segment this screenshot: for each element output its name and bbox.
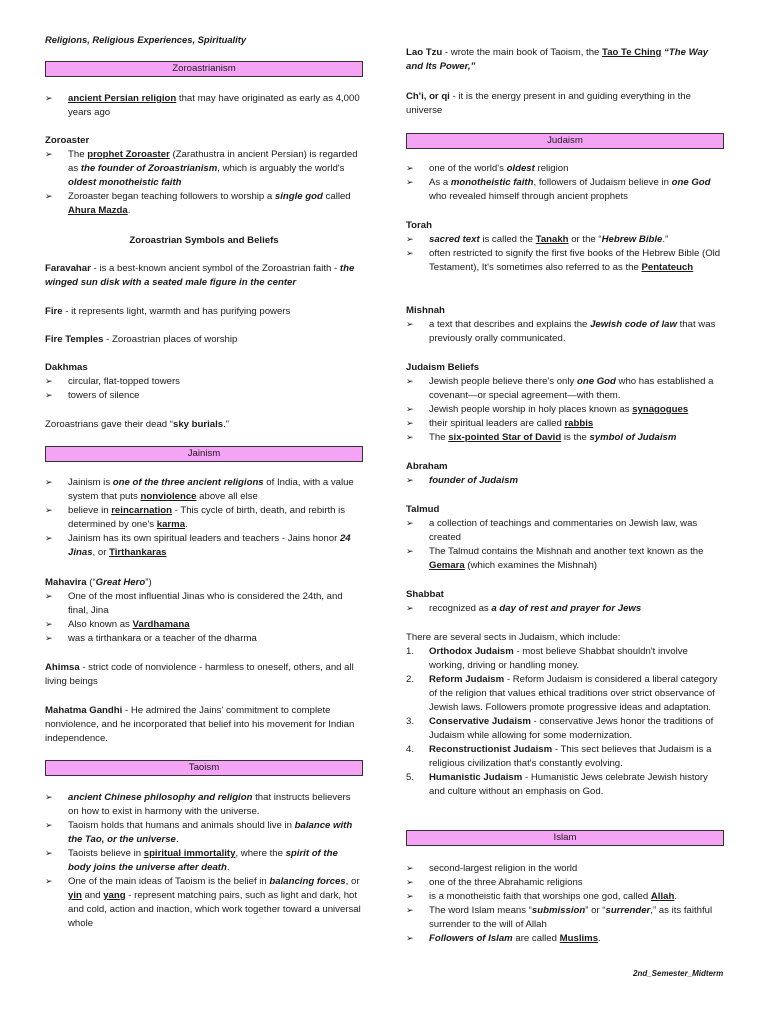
- list-item: ➢ sacred text is called the Tanakh or the “Hebrew Bible.”: [406, 233, 724, 247]
- judaism-sects-block: [406, 631, 724, 799]
- list-item: ➢ one of the world's oldest religion: [406, 162, 724, 176]
- zoroaster-block: [45, 134, 363, 218]
- subheading-dakhmas: Dakhmas: [45, 362, 88, 373]
- document-title: Religions, Religious Experiences, Spirituality: [45, 34, 247, 45]
- subheading-zoroaster: Zoroaster: [45, 135, 90, 146]
- section-header-jainism: Jainism: [45, 446, 363, 462]
- mahavira-block: [45, 576, 363, 646]
- dakhmas-block: [45, 361, 363, 403]
- list-item: ➢ Taoists believe in spiritual immortality, where the spirit of the body joins the universe after death.: [45, 847, 363, 875]
- taoism-list: [45, 791, 363, 931]
- section-header-taoism: Taoism: [45, 760, 363, 776]
- chi-paragraph: Ch'i, or qi - it is the energy present in and guiding everything in the universe: [406, 91, 691, 116]
- list-item: ➢ circular, flat-topped towers: [45, 375, 363, 389]
- list-item: ➢ The Talmud contains the Mishnah and another text known as the Gemara (which examines the Mishnah): [406, 545, 724, 573]
- ahimsa-paragraph: Ahimsa - strict code of nonviolence - harmless to oneself, others, and all living beings: [45, 662, 354, 687]
- list-item: ➢ believe in reincarnation - This cycle of birth, death, and rebirth is determined by one's karma.: [45, 504, 363, 532]
- lao-tzu-paragraph: Lao Tzu - wrote the main book of Taoism, the Tao Te Ching “The Way and Its Power,”: [406, 47, 709, 72]
- list-item: ➢ second-largest religion in the world: [406, 862, 724, 876]
- list-item: ➢ Jewish people worship in holy places known as synagogues: [406, 403, 724, 417]
- list-item: ➢ One of the most influential Jinas who is considered the 24th, and final, Jina: [45, 590, 363, 618]
- subheading-shabbat: Shabbat: [406, 589, 444, 600]
- page-footer: 2nd_Semester_Midterm: [633, 969, 724, 978]
- subheading-mahavira: Mahavira (“Great Hero”): [45, 577, 152, 588]
- list-item: ➢ Jainism has its own spiritual leaders and teachers - Jains honor 24 Jinas, or Tirthankaras: [45, 532, 363, 560]
- list-item: 1. Orthodox Judaism - most believe Shabbat shouldn't involve working, driving or handling money.: [406, 646, 688, 671]
- mishnah-block: [406, 304, 724, 346]
- list-item: ➢ a text that describes and explains the Jewish code of law that was previously orally communicated.: [406, 318, 724, 346]
- judaism-intro-list: [406, 162, 724, 204]
- list-item: ➢ The prophet Zoroaster (Zarathustra in ancient Persian) is regarded as the founder of Zoroastrianism, which is arguably the world's oldest monotheistic faith: [45, 148, 363, 190]
- list-item: ➢ Jainism is one of the three ancient religions of India, with a value system that puts nonviolence above all else: [45, 476, 363, 504]
- list-item: ➢ Jewish people believe there's only one God who has established a covenant—or special agreement—with them.: [406, 375, 724, 403]
- list-item: ➢ Followers of Islam are called Muslims.: [406, 932, 724, 946]
- fire-paragraph: Fire - it represents light, warmth and has purifying powers: [45, 306, 291, 317]
- talmud-block: [406, 503, 724, 573]
- list-item: ➢ The six-pointed Star of David is the symbol of Judaism: [406, 431, 724, 445]
- list-item: 3. Conservative Judaism - conservative Jews honor the traditions of Judaism while allowing for some modernization.: [406, 716, 714, 741]
- list-item: 4. Reconstructionist Judaism - This sect believes that Judaism is a religious civilization that's constantly evolving.: [406, 744, 712, 769]
- section-header-islam: Islam: [406, 830, 724, 846]
- fire-temples-paragraph: Fire Temples - Zoroastrian places of worship: [45, 334, 238, 345]
- islam-list: [406, 862, 724, 946]
- sky-burial-paragraph: Zoroastrians gave their dead “sky burials.”: [45, 419, 229, 430]
- list-item: ➢ recognized as a day of rest and prayer for Jews: [406, 602, 724, 616]
- section-header-zoroastrianism: Zoroastrianism: [45, 61, 363, 77]
- subheading-judaism-beliefs: Judaism Beliefs: [406, 362, 480, 373]
- sects-intro: There are several sects in Judaism, which include:: [406, 632, 621, 643]
- torah-block: [406, 219, 724, 275]
- faravahar-paragraph: Faravahar - is a best-known ancient symbol of the Zoroastrian faith - the winged sun disk with a seated male figure in the center: [45, 263, 355, 288]
- list-item: ➢ towers of silence: [45, 389, 363, 403]
- list-item: ➢ Taoism holds that humans and animals should live in balance with the Tao, or the universe.: [45, 819, 363, 847]
- section-header-judaism: Judaism: [406, 133, 724, 149]
- list-item: ➢ ancient Chinese philosophy and religion that instructs believers on how to exist in harmony with the universe.: [45, 791, 363, 819]
- list-item: ➢ often restricted to signify the first five books of the Hebrew Bible (Old Testament), It's sometimes also referred to as the Pentateuch: [406, 247, 724, 275]
- list-item: ➢ was a tirthankara or a teacher of the dharma: [45, 632, 363, 646]
- list-item: ➢ one of the three Abrahamic religions: [406, 876, 724, 890]
- list-item: ➢ The word Islam means “submission” or “surrender,” as its faithful surrender to the will of Allah: [406, 904, 724, 932]
- list-item: ➢ is a monotheistic faith that worships one god, called Allah.: [406, 890, 724, 904]
- abraham-block: [406, 460, 724, 488]
- subheading-torah: Torah: [406, 220, 432, 231]
- list-item: ➢ As a monotheistic faith, followers of Judaism believe in one God who revealed himself through ancient prophets: [406, 176, 724, 204]
- list-item: ➢ One of the main ideas of Taoism is the belief in balancing forces, or yin and yang - represent matching pairs, such as light and dark, hot and cold, action and inaction, which work together toward a universal whole: [45, 875, 363, 931]
- list-item: 5. Humanistic Judaism - Humanistic Jews celebrate Jewish history and culture without an emphasis on God.: [406, 772, 708, 797]
- subheading-mishnah: Mishnah: [406, 305, 445, 316]
- subheading-talmud: Talmud: [406, 504, 440, 515]
- gandhi-paragraph: Mahatma Gandhi - He admired the Jains' commitment to complete nonviolence, and he incorporated that belief into his movement for Indian independence.: [45, 705, 355, 744]
- list-item: ➢ Zoroaster began teaching followers to worship a single god called Ahura Mazda.: [45, 190, 363, 218]
- list-item: ➢ ancient Persian religion that may have originated as early as 4,000 years ago: [45, 92, 363, 120]
- list-item: 2. Reform Judaism - Reform Judaism is considered a liberal category of the religion that values ethical traditions over strict observance of Jewish laws. Followers promote progressive ideas and adaptation.: [406, 674, 718, 713]
- list-item: ➢ their spiritual leaders are called rabbis: [406, 417, 724, 431]
- jainism-list: [45, 476, 363, 560]
- list-item: ➢ Also known as Vardhamana: [45, 618, 363, 632]
- subheading-abraham: Abraham: [406, 461, 448, 472]
- list-item: ➢ a collection of teachings and commentaries on Jewish law, was created: [406, 517, 724, 545]
- shabbat-block: [406, 588, 724, 616]
- zoroastrianism-intro-list: [45, 92, 363, 120]
- judaism-beliefs-block: [406, 361, 724, 445]
- list-item: ➢ founder of Judaism: [406, 474, 724, 488]
- subheading-symbols: Zoroastrian Symbols and Beliefs: [129, 235, 279, 246]
